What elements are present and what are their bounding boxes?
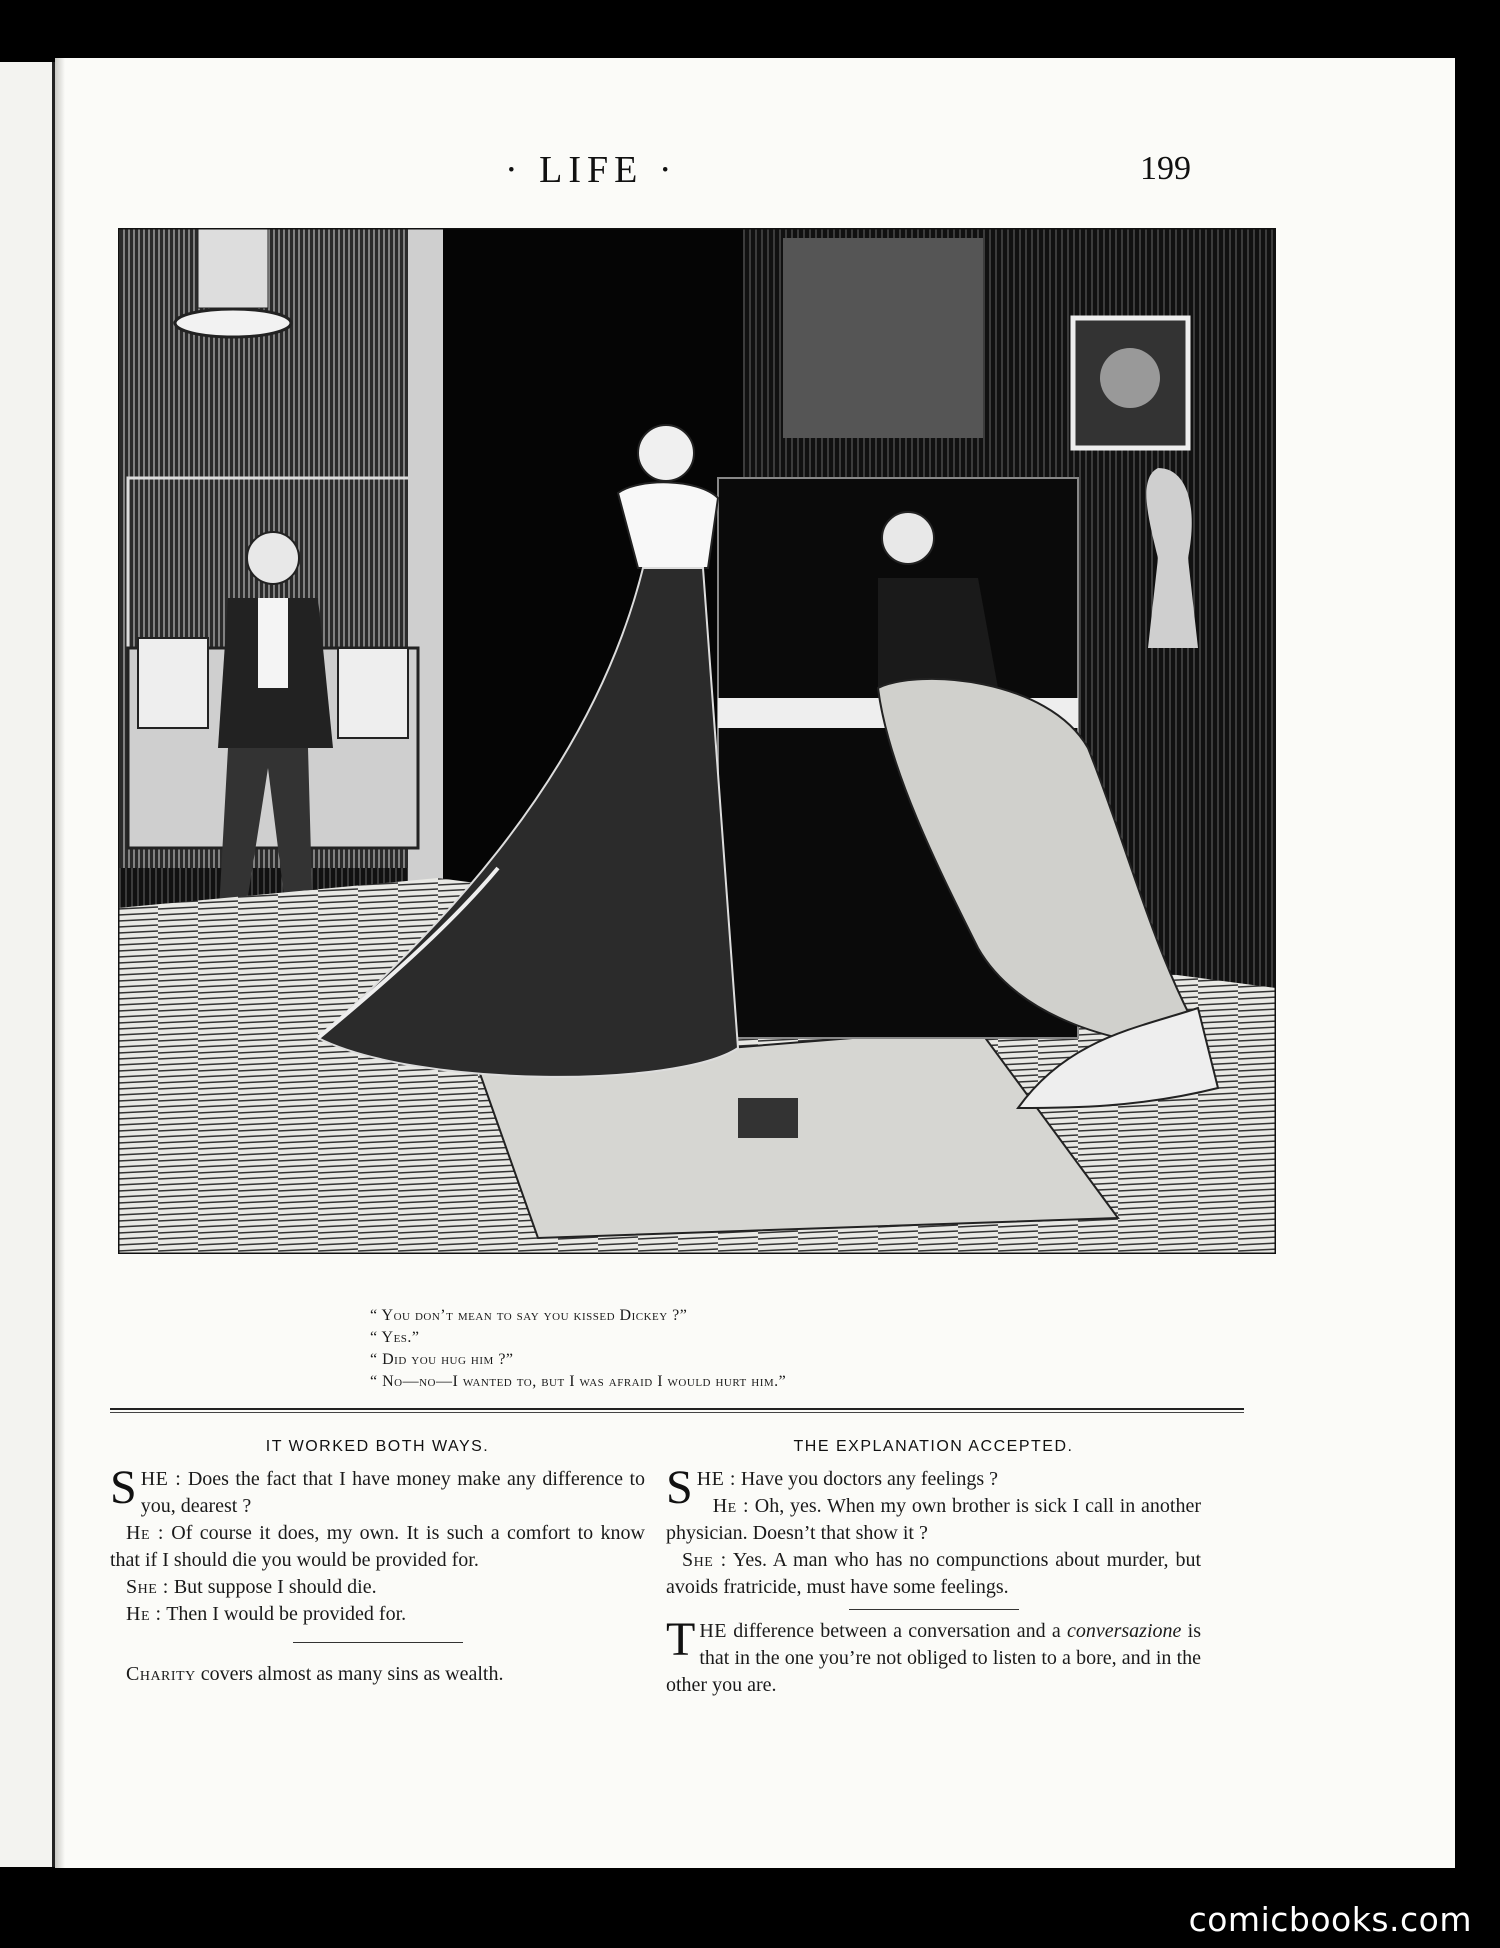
- dialogue-text: Of course it does, my own. It is such a comfort to know that if I should die you would be provided for.: [110, 1522, 645, 1571]
- caption-line-1: “ You don’t mean to say you kissed Dickey ?”: [370, 1307, 688, 1324]
- speaker-label: He :: [126, 1603, 162, 1625]
- speaker-label: HE :: [696, 1468, 736, 1490]
- speaker-label: He :: [712, 1495, 750, 1517]
- right-paragraph-2: [666, 1493, 1201, 1547]
- joke-text: difference between a conversation and a: [727, 1620, 1067, 1642]
- speaker-label: HE :: [140, 1468, 182, 1490]
- sofa-cushion-left: [138, 638, 208, 728]
- standing-woman-head: [638, 425, 694, 481]
- wall-tapestry: [783, 238, 983, 438]
- dialogue-text: Does the fact that I have money make any difference to you, dearest ?: [140, 1468, 646, 1517]
- joke-text: is that in the one you’re not obliged to listen to a bore, and in the other you are.: [666, 1620, 1201, 1696]
- left-page-edge: [0, 62, 55, 1867]
- dialogue-text: Yes. A man who has no compunctions about murder, but avoids fratricide, must have some feelings.: [666, 1549, 1201, 1598]
- speaker-label: He :: [126, 1522, 164, 1544]
- section-rule: [849, 1609, 1019, 1610]
- section-rule: [293, 1642, 463, 1643]
- lead-word: Charity: [126, 1663, 196, 1685]
- left-column: [110, 1433, 645, 1688]
- left-paragraph-5: [110, 1661, 645, 1688]
- seated-woman-head: [882, 512, 934, 564]
- left-paragraph-2: [110, 1520, 645, 1574]
- dialogue-text: Have you doctors any feelings ?: [735, 1468, 999, 1490]
- right-paragraph-4: [666, 1613, 1201, 1699]
- right-paragraph-1: [666, 1461, 1201, 1514]
- page-number: 199: [1140, 150, 1191, 187]
- left-column-heading: IT WORKED BOTH WAYS.: [265, 1438, 490, 1455]
- rug-medallion: [738, 1098, 798, 1138]
- drop-cap: S: [666, 1461, 693, 1514]
- masthead-title: · LIFE ·: [505, 149, 678, 191]
- page-gutter: [55, 58, 65, 1868]
- hanging-lamp: [198, 228, 268, 308]
- dialogue-text: But suppose I should die.: [168, 1576, 377, 1598]
- double-rule-divider: [110, 1408, 1244, 1413]
- right-column-heading: THE EXPLANATION ACCEPTED.: [793, 1438, 1074, 1455]
- drop-cap: S: [110, 1461, 137, 1514]
- site-watermark: comicbooks.com: [1188, 1900, 1472, 1939]
- left-paragraph-3: [110, 1574, 645, 1601]
- speaker-label: She :: [126, 1576, 169, 1598]
- speaker-label: She :: [682, 1549, 727, 1571]
- man-shirt: [258, 598, 288, 688]
- cartoon-illustration: [118, 228, 1276, 1254]
- lamp-shade: [175, 309, 291, 337]
- illustration-caption: [370, 1305, 1090, 1393]
- lead-word: HE: [699, 1620, 727, 1642]
- joke-text: covers almost as many sins as wealth.: [195, 1663, 504, 1685]
- dialogue-text: Oh, yes. When my own brother is sick I call in another physician. Doesn’t that show it ?: [666, 1495, 1201, 1544]
- sofa-cushion-right: [338, 648, 408, 738]
- dialogue-text: Then I would be provided for.: [161, 1603, 407, 1625]
- man-head: [247, 532, 299, 584]
- right-paragraph-3: [666, 1547, 1201, 1601]
- caption-line-2: “ Yes.”: [370, 1329, 420, 1346]
- parlor-scene-drawing: [118, 228, 1276, 1254]
- caption-line-3: “ Did you hug him ?”: [370, 1351, 514, 1368]
- italic-word: conversazione: [1066, 1620, 1182, 1642]
- right-column: [666, 1433, 1201, 1699]
- drop-cap: T: [666, 1613, 696, 1666]
- portrait-face: [1100, 348, 1160, 408]
- caption-line-4: “ No—no—I wanted to, but I was afraid I would hurt him.”: [370, 1373, 787, 1390]
- left-paragraph-1: [110, 1461, 646, 1520]
- left-paragraph-4: [110, 1601, 645, 1628]
